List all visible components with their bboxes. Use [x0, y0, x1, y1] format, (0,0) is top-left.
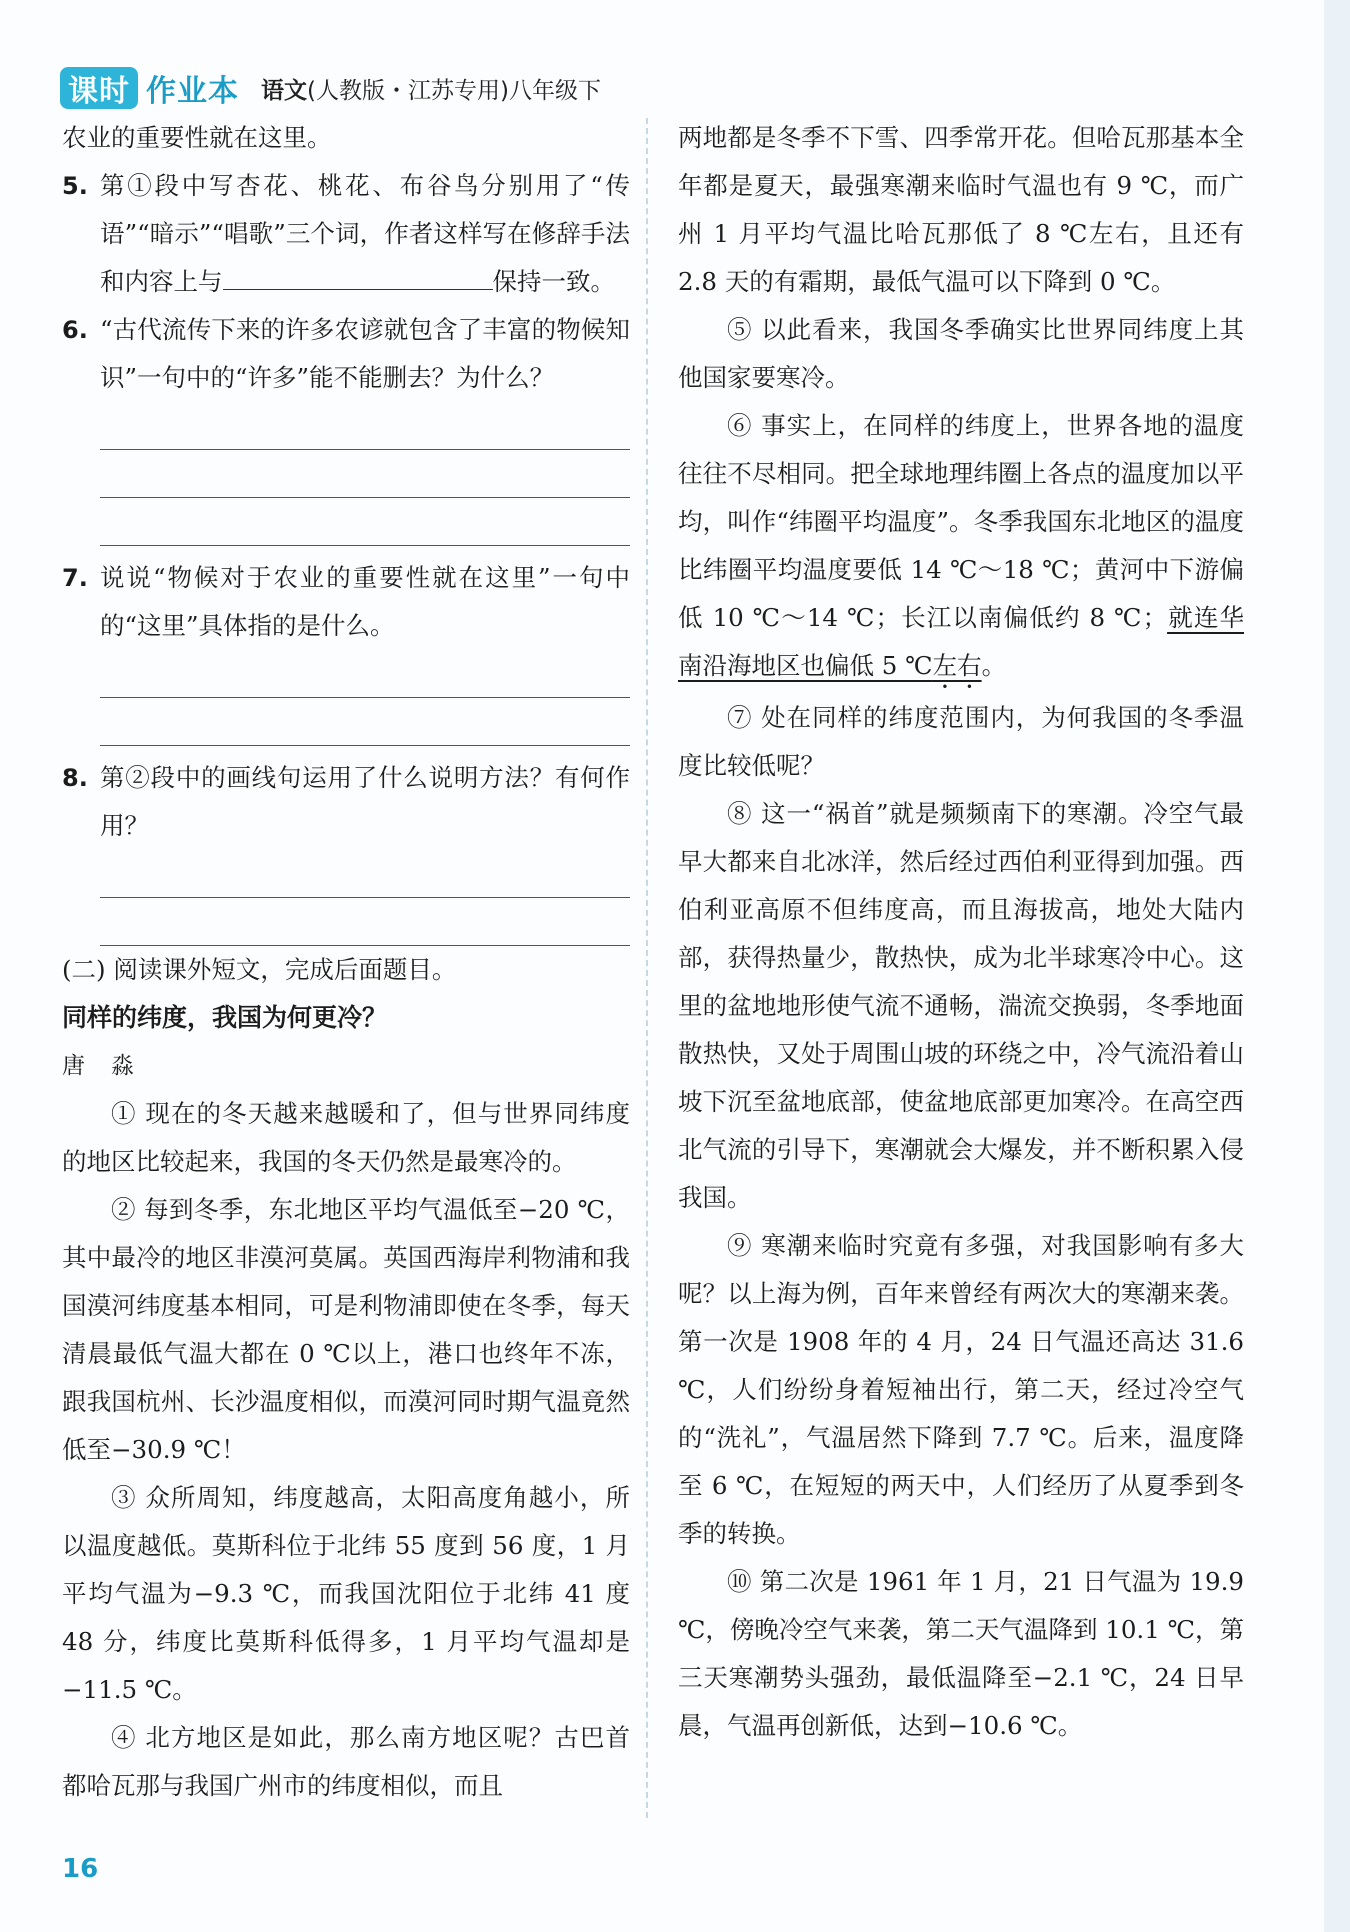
answer-line[interactable]: [100, 850, 630, 898]
subject-label: [261, 72, 601, 105]
question-number: 6.: [62, 316, 88, 344]
page-header: [60, 66, 960, 110]
column-divider: [646, 118, 648, 1818]
question-text: 第①段中写杏花、桃花、布谷鸟分别用了“传语”“暗示”“唱歌”三个词，作者这样写在修辞手法和内容上与: [100, 171, 630, 296]
answer-line[interactable]: [100, 450, 630, 498]
paragraph-4-continued: 两地都是冬季不下雪、四季常开花。但哈瓦那基本全年都是夏天，最强寒潮来临时气温也有 9 ℃，而广州 1 月平均气温比哈瓦那低了 8 ℃左右，且还有 2.8 天的有霜期，最低气温可以下降到 0 ℃。: [678, 123, 1244, 296]
underlined-sentence: 就连华南沿海地区也偏低 5 ℃: [678, 603, 1244, 680]
paragraph-2: ② 每到冬季，东北地区平均气温低至−20 ℃，其中最冷的地区非漠河莫属。英国西海岸利物浦和我国漠河纬度基本相同，可是利物浦即使在冬季，每天清晨最低气温大都在 0 ℃以上，港口也终年不冻，跟我国杭州、长沙温度相似，而漠河同时期气温竟然低至−30.9 ℃！: [62, 1195, 630, 1464]
right-column: [678, 114, 1244, 1750]
question-text: 第②段中的画线句运用了什么说明方法？有何作用？: [100, 763, 630, 840]
left-column: [62, 114, 630, 1810]
paragraph-6-end: 。: [981, 651, 1007, 680]
question-number: 8.: [62, 764, 88, 792]
question-5: [62, 162, 630, 306]
question-6: [62, 306, 630, 402]
dotted-emphasis: 左右: [932, 651, 982, 680]
question-text: 说说“物候对于农业的重要性就在这里”一句中的“这里”具体指的是什么。: [100, 563, 630, 640]
subject-detail: (人教版・江苏专用)八年级下: [307, 77, 601, 104]
paragraph-3: ③ 众所周知，纬度越高，太阳高度角越小，所以温度越低。莫斯科位于北纬 55 度到 56 度，1 月平均气温为−9.3 ℃，而我国沈阳位于北纬 41 度 48 分，纬度比莫斯科低得多，1 月平均气温却是−11.5 ℃。: [62, 1483, 630, 1704]
paragraph-continuation: 农业的重要性就在这里。: [62, 123, 332, 152]
answer-line[interactable]: [100, 498, 630, 546]
answer-line[interactable]: [100, 698, 630, 746]
article-author: 唐淼: [62, 1053, 160, 1079]
question-number: 7.: [62, 564, 88, 592]
question-text: “古代流传下来的许多农谚就包含了丰富的物候知识”一句中的“许多”能不能删去？为什么？: [100, 315, 630, 392]
paragraph-5: ⑤ 以此看来，我国冬季确实比世界同纬度上其他国家要寒冷。: [678, 315, 1244, 392]
paragraph-9: ⑨ 寒潮来临时究竟有多强，对我国影响有多大呢？以上海为例，百年来曾经有两次大的寒潮来袭。第一次是 1908 年的 4 月，24 日气温还高达 31.6 ℃，人们纷纷身着短袖出行，第二天，经过冷空气的“洗礼”，气温居然下降到 7.7 ℃。后来，温度降至 6 ℃，在短短的两天中，人们经历了从夏季到冬季的转换。: [678, 1231, 1244, 1548]
page-number: 16: [62, 1854, 99, 1884]
paragraph-1: ① 现在的冬天越来越暖和了，但与世界同纬度的地区比较起来，我国的冬天仍然是最寒冷的。: [62, 1099, 630, 1176]
paragraph-8: ⑧ 这一“祸首”就是频频南下的寒潮。冷空气最早大都来自北冰洋，然后经过西伯利亚得到加强。西伯利亚高原不但纬度高，而且海拔高，地处大陆内部，获得热量少，散热快，成为北半球寒冷中心。这里的盆地地形使气流不通畅，湍流交换弱，冬季地面散热快，又处于周围山坡的环绕之中，冷气流沿着山坡下沉至盆地底部，使盆地底部更加寒冷。在高空西北气流的引导下，寒潮就会大爆发，并不断积累入侵我国。: [678, 799, 1244, 1212]
article-title: 同样的纬度，我国为何更冷？: [62, 1003, 388, 1032]
page-edge-strip: [1324, 0, 1350, 1932]
section-heading: (二) 阅读课外短文，完成后面题目。: [62, 955, 457, 984]
answer-line[interactable]: [100, 402, 630, 450]
paragraph-4: ④ 北方地区是如此，那么南方地区呢？古巴首都哈瓦那与我国广州市的纬度相似，而且: [62, 1723, 630, 1800]
brand-name: 作业本: [146, 74, 239, 109]
paragraph-6: [678, 402, 1244, 694]
question-7: [62, 554, 630, 650]
answer-line[interactable]: [100, 650, 630, 698]
question-number: 5.: [62, 172, 88, 200]
paragraph-10: ⑩ 第二次是 1961 年 1 月，21 日气温为 19.9 ℃，傍晚冷空气来袭，第二天气温降到 10.1 ℃，第三天寒潮势头强劲，最低温降至−2.1 ℃，24 日早晨，气温再创新低，达到−10.6 ℃。: [678, 1567, 1244, 1740]
subject-main: 语文: [261, 77, 307, 104]
answer-line[interactable]: [100, 898, 630, 946]
question-text-end: 保持一致。: [492, 267, 615, 296]
fill-blank[interactable]: [223, 259, 493, 290]
paragraph-7: ⑦ 处在同样的纬度范围内，为何我国的冬季温度比较低呢？: [678, 703, 1244, 780]
paragraph-6-text: ⑥ 事实上，在同样的纬度上，世界各地的温度往往不尽相同。把全球地理纬圈上各点的温度加以平均，叫作“纬圈平均温度”。冬季我国东北地区的温度比纬圈平均温度要低 14 ℃～18 ℃；黄河中下游偏低 10 ℃～14 ℃；长江以南偏低约 8 ℃；: [678, 411, 1244, 632]
question-8: [62, 754, 630, 850]
brand-logo: 课时: [60, 67, 138, 109]
